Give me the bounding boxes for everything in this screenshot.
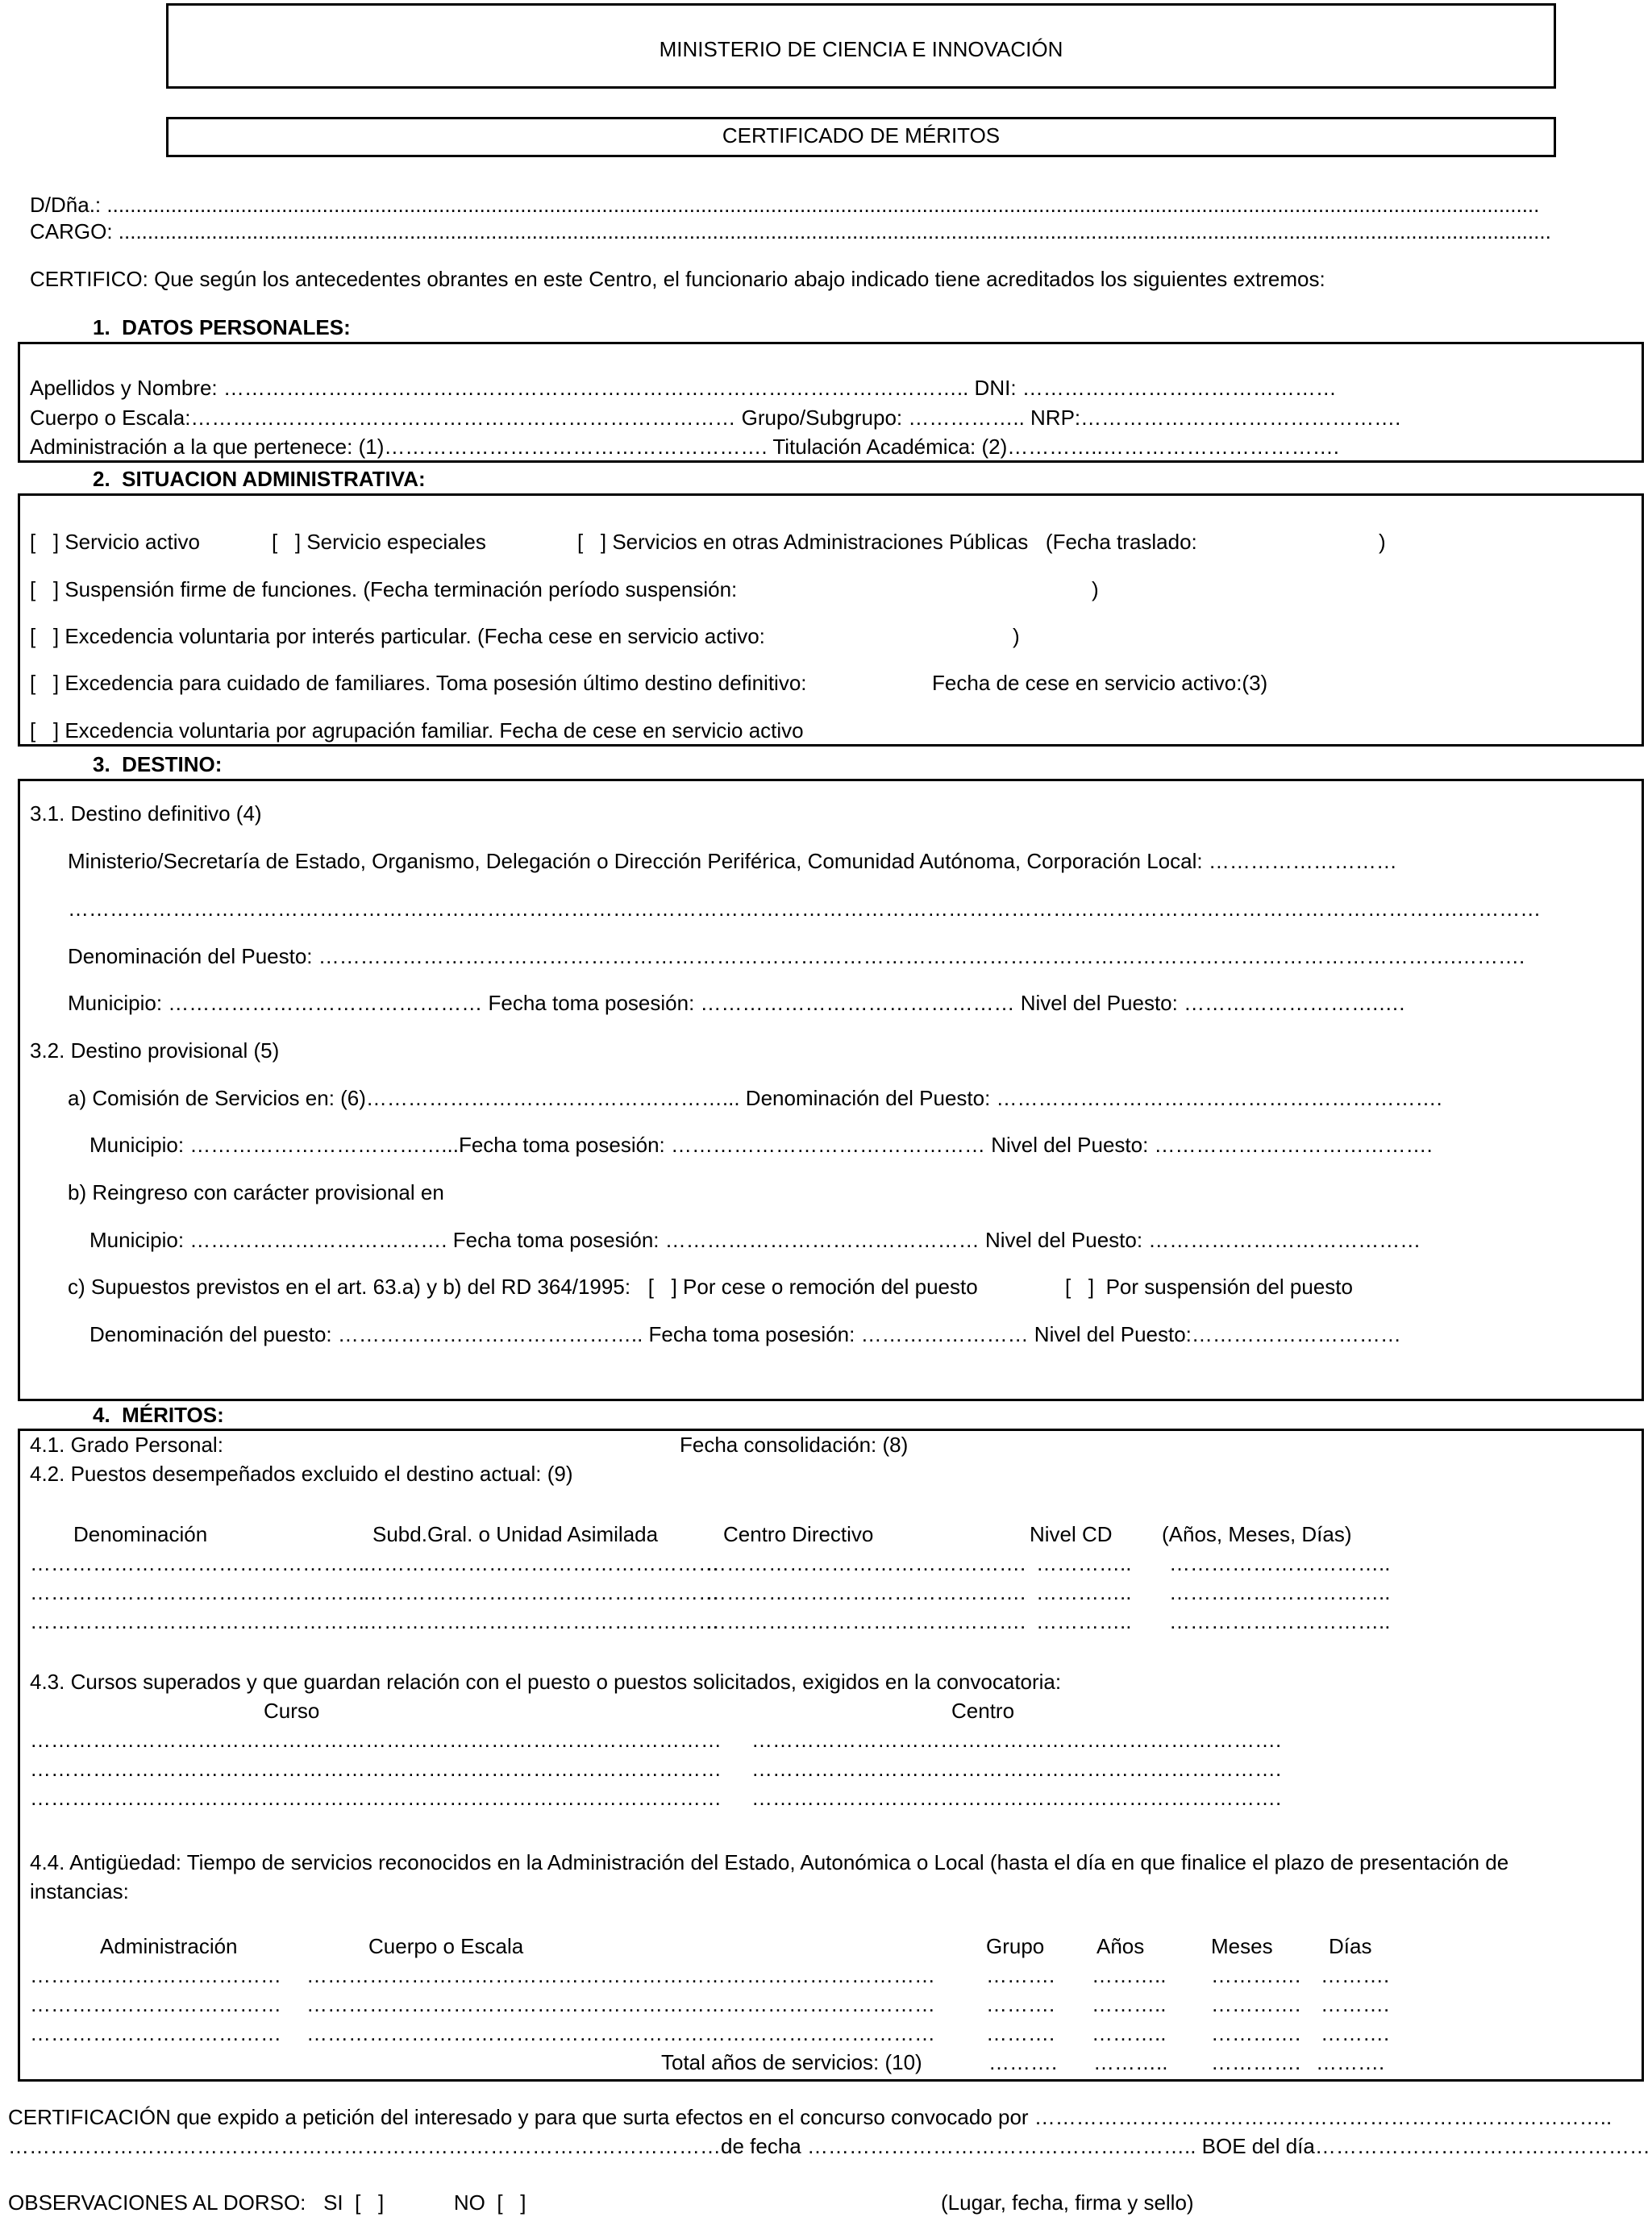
observaciones: OBSERVACIONES AL DORSO: SI [ ] NO [ ] — [8, 2190, 526, 2215]
antig-row-2-c3: ………. — [986, 1992, 1055, 2016]
antig-row-1-c1: ……………………………… — [30, 1963, 281, 1987]
col-curso: Curso — [264, 1699, 320, 1723]
antig-row-1-c6: ………. — [1321, 1963, 1390, 1987]
antig-row-2-c5: …………. — [1211, 1992, 1301, 2016]
destino-definitivo: 3.1. Destino definitivo (4) — [30, 801, 262, 826]
col-grupo: Grupo — [986, 1934, 1045, 1958]
cursos-row-2-c2: …………………………………………………………………. — [751, 1757, 1282, 1781]
antig-row-1-c5: …………. — [1211, 1963, 1301, 1987]
firma-label: (Lugar, fecha, firma y sello) — [941, 2190, 1194, 2215]
puestos-row-1-c1: ………………………………………… — [30, 1551, 365, 1575]
total-meses: …………. — [1211, 2050, 1301, 2074]
dp-comision: a) Comisión de Servicios en: (6)……………………………………………... Denominación del Puesto: ………………………………………………………. — [68, 1086, 1442, 1110]
antig-row-2-c4: ……….. — [1092, 1992, 1167, 2016]
s2-fecha-cese: Fecha de cese en servicio activo:(3) — [932, 671, 1268, 695]
section-4-heading: 4. MÉRITOS: — [93, 1403, 224, 1427]
puestos-row-3-c2: …………………………………………… — [363, 1609, 719, 1633]
antiguedad-text: 4.4. Antigüedad: Tiempo de servicios reconocidos en la Administración del Estado, Autonómica o Local (hasta el día en que finalice el plazo de presentación de — [30, 1850, 1509, 1874]
col-subd-gral: Subd.Gral. o Unidad Asimilada — [372, 1522, 659, 1546]
antig-row-1-c2: ……………………………………………………………………………… — [306, 1963, 935, 1987]
total-dias: ………. — [1316, 2050, 1385, 2074]
dp-suspension-puesto: [ ] Por suspensión del puesto — [1065, 1275, 1353, 1299]
cursos-row-1-c1: ……………………………………………………………………………………… — [30, 1728, 722, 1752]
puestos-row-1-c5: ………………………….. — [1169, 1551, 1391, 1575]
puestos-row-3-c5: ………………………….. — [1169, 1609, 1391, 1633]
certificacion-line-2: …………………………………………………………………………………………de fecha ……………………………………………….. BOE del día………………………………………… — [8, 2134, 1650, 2158]
s1-line-3: Administración a la que pertenece: (1)………………………………………………. Titulación Académica: (2)…………..……………………………. — [30, 435, 1339, 459]
col-denominacion: Denominación — [73, 1522, 208, 1546]
certifico-text: CERTIFICO: Que según los antecedentes obrantes en este Centro, el funcionario abajo indicado tiene acreditados los siguientes extremos: — [30, 267, 1325, 291]
s2-servicio-especiales: [ ] Servicio especiales — [272, 530, 486, 554]
puestos-row-2-c4: ………….. — [1036, 1580, 1132, 1604]
s2-paren-3: ) — [1013, 624, 1020, 648]
puestos-row-1-c4: ………….. — [1036, 1551, 1132, 1575]
puestos-row-3-c1: ………………………………………… — [30, 1609, 365, 1633]
antig-row-3-c5: …………. — [1211, 2021, 1301, 2045]
s2-excedencia-familiares: [ ] Excedencia para cuidado de familiares. Toma posesión último destino definitivo: — [30, 671, 807, 695]
cursos-row-1-c2: …………………………………………………………………. — [751, 1728, 1282, 1752]
section-2-heading: 2. SITUACION ADMINISTRATIVA: — [93, 467, 426, 491]
antig-row-2-c1: ……………………………… — [30, 1992, 281, 2016]
cursos-heading: 4.3. Cursos superados y que guardan relación con el puesto o puestos solicitados, exigidos en la convocatoria: — [30, 1670, 1062, 1694]
antig-row-3-c3: ………. — [986, 2021, 1055, 2045]
dp-comision-municipio: Municipio: ………………………………...Fecha toma posesión: ……………………………………… Nivel del Puesto: …………………………………. — [89, 1133, 1433, 1157]
antig-row-3-c4: ……….. — [1092, 2021, 1167, 2045]
total-grupo: ………. — [988, 2050, 1058, 2074]
col-centro-directivo: Centro Directivo — [723, 1522, 874, 1546]
section-1-heading: 1. DATOS PERSONALES: — [93, 315, 351, 339]
grado-personal: 4.1. Grado Personal: — [30, 1433, 223, 1457]
fecha-consolidacion: Fecha consolidación: (8) — [680, 1433, 909, 1457]
puestos-row-2-c1: ………………………………………… — [30, 1580, 365, 1604]
dd-ministerio: Ministerio/Secretaría de Estado, Organismo, Delegación o Dirección Periférica, Comunidad Autónoma, Corporación Local: ……………………… — [68, 849, 1397, 873]
dd-denominacion: Denominación del Puesto: ……………………………………………………………………………………………………………………………………………….………. — [68, 944, 1525, 968]
antig-row-2-c6: ………. — [1321, 1992, 1390, 2016]
dd-dots: ……………………………………………………………………………………………………………………………………………………………………………….………… — [68, 896, 1542, 921]
section-3-heading: 3. DESTINO: — [93, 752, 223, 776]
cursos-row-3-c1: ……………………………………………………………………………………… — [30, 1786, 722, 1810]
s2-paren-1: ) — [1379, 530, 1386, 554]
dp-reingreso-municipio: Municipio: ………………………………. Fecha toma posesión: ……………………………………… Nivel del Puesto: ………………………………… — [89, 1228, 1421, 1252]
antig-row-2-c2: ……………………………………………………………………………… — [306, 1992, 935, 2016]
certificacion-line: CERTIFICACIÓN que expido a petición del interesado y para que surta efectos en el concurso convocado por ……………………………………………………………………….. — [8, 2105, 1612, 2129]
destino-provisional: 3.2. Destino provisional (5) — [30, 1038, 280, 1063]
cargo-line: CARGO: ...................................................................................................................................................................................................................................................... — [30, 219, 1551, 243]
col-meses: Meses — [1211, 1934, 1273, 1958]
cursos-row-2-c1: ……………………………………………………………………………………… — [30, 1757, 722, 1781]
dp-supuestos-denominacion: Denominación del puesto: …………………………………….. Fecha toma posesión: …………………… Nivel del Puesto:………………………… — [89, 1322, 1401, 1346]
s1-line-2: Cuerpo o Escala:…………………………………………………………………… Grupo/Subgrupo: …………….. NRP:………………………………………. — [30, 406, 1401, 430]
col-anos-meses-dias: (Años, Meses, Días) — [1162, 1522, 1352, 1546]
col-dias: Días — [1329, 1934, 1372, 1958]
s2-suspension: [ ] Suspensión firme de funciones. (Fecha terminación período suspensión: — [30, 577, 738, 601]
antig-row-3-c6: ………. — [1321, 2021, 1390, 2045]
col-nivel-cd: Nivel CD — [1030, 1522, 1113, 1546]
s2-excedencia-agrupacion: [ ] Excedencia voluntaria por agrupación familiar. Fecha de cese en servicio activo — [30, 718, 804, 743]
total-anos: ……….. — [1093, 2050, 1168, 2074]
puestos-row-3-c3: ………………………………………. — [705, 1609, 1026, 1633]
antig-row-3-c2: ……………………………………………………………………………… — [306, 2021, 935, 2045]
col-centro: Centro — [951, 1699, 1015, 1723]
puestos-row-2-c5: ………………………….. — [1169, 1580, 1391, 1604]
dp-supuestos: c) Supuestos previstos en el art. 63.a) y b) del RD 364/1995: [ ] Por cese o remoción del puesto — [68, 1275, 978, 1299]
col-cuerpo-escala: Cuerpo o Escala — [368, 1934, 524, 1958]
s2-excedencia-interes: [ ] Excedencia voluntaria por interés particular. (Fecha cese en servicio activo: — [30, 624, 765, 648]
dd-municipio: Municipio: ……………………………………… Fecha toma posesión: ……………………………………… Nivel del Puesto: ……………………….…. — [68, 991, 1405, 1015]
puestos-row-1-c2: …………………………………………… — [363, 1551, 719, 1575]
s1-line-1: Apellidos y Nombre: …………………………………………………………………………………………….. DNI: ……………………………………… — [30, 376, 1337, 400]
puestos-row-1-c3: ………………………………………. — [705, 1551, 1026, 1575]
s2-paren-2: ) — [1092, 577, 1099, 601]
puestos-desempenados: 4.2. Puestos desempeñados excluido el destino actual: (9) — [30, 1462, 573, 1486]
col-anos: Años — [1096, 1934, 1145, 1958]
ministry-title: MINISTERIO DE CIENCIA E INNOVACIÓN — [659, 37, 1063, 61]
puestos-row-3-c4: ………….. — [1036, 1609, 1132, 1633]
certificate-title: CERTIFICADO DE MÉRITOS — [722, 123, 1001, 148]
cursos-row-3-c2: …………………………………………………………………. — [751, 1786, 1282, 1810]
dna-line: D/Dña.: ...................................................................................................................................................................................................................................................... — [30, 193, 1540, 217]
s2-servicio-activo: [ ] Servicio activo — [30, 530, 200, 554]
antig-row-1-c3: ………. — [986, 1963, 1055, 1987]
antiguedad-text-2: instancias: — [30, 1879, 129, 1903]
puestos-row-2-c2: …………………………………………… — [363, 1580, 719, 1604]
antig-row-3-c1: ……………………………… — [30, 2021, 281, 2045]
puestos-row-2-c3: ………………………………………. — [705, 1580, 1026, 1604]
col-administracion: Administración — [100, 1934, 238, 1958]
total-anos-label: Total años de servicios: (10) — [661, 2050, 922, 2074]
antig-row-1-c4: ……….. — [1092, 1963, 1167, 1987]
s2-otras-administraciones: [ ] Servicios en otras Administraciones Públicas (Fecha traslado: — [577, 530, 1197, 554]
dp-reingreso: b) Reingreso con carácter provisional en — [68, 1180, 444, 1204]
